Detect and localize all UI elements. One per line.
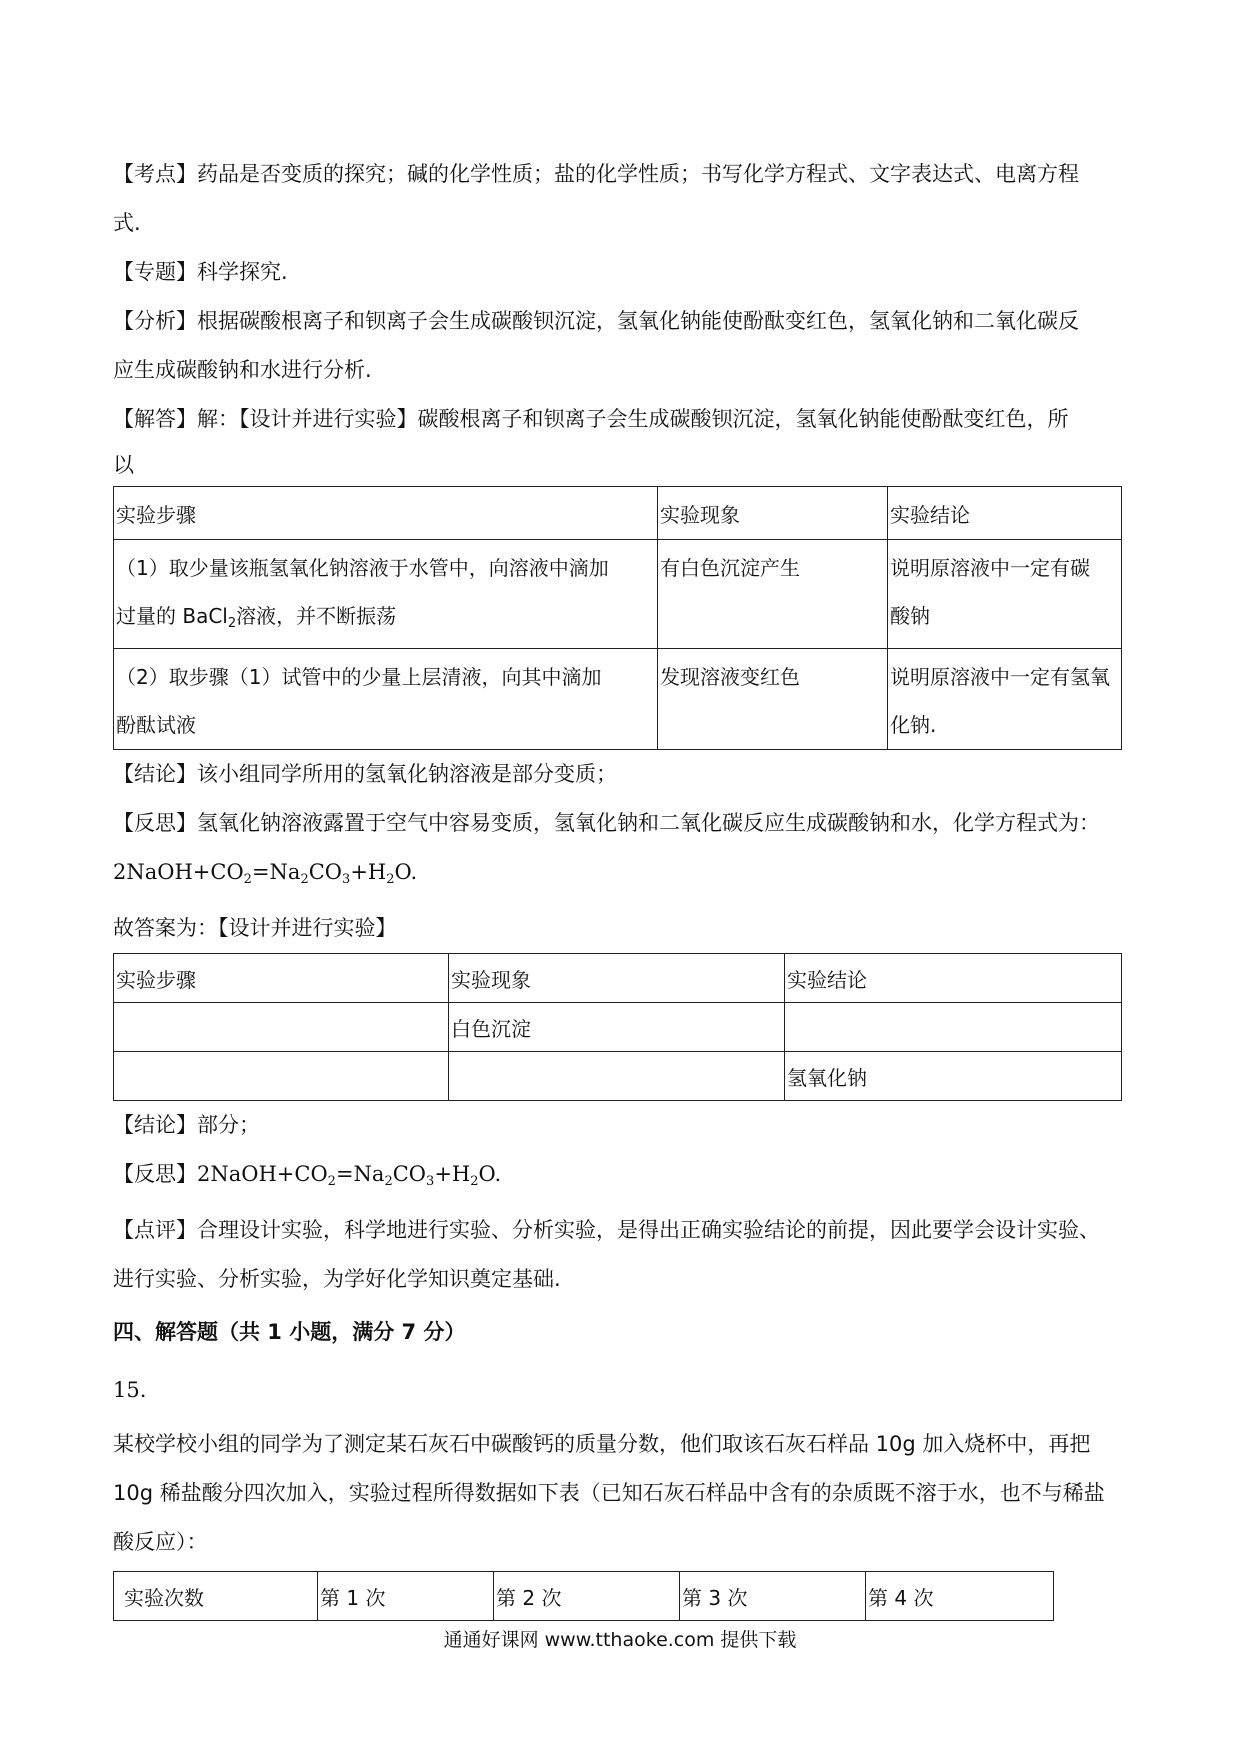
document-body [113,150,1133,1621]
table-cell [449,1052,785,1101]
table-row [114,540,1122,649]
kaodian-line: 【考点】药品是否变质的探究；碱的化学性质；盐的化学性质；书写化学方程式、文字表达式、电离方程 [113,162,1079,186]
section-heading: 四、解答题（共 1 小题，满分 7 分） [113,1320,466,1344]
table-header: 实验步骤 [114,487,658,540]
equation-line: $2NaOH+CO_2=Na_2CO_3+H_2O$. [113,860,418,887]
cell-text: 化钠. [890,713,937,737]
cell-text: 酸钠 [890,604,930,628]
table-header: 实验次数 [114,1572,318,1621]
table-row [114,487,1122,540]
fenxi-cont: 应生成碳酸钠和水进行分析. [113,358,372,382]
cell-text: （2）取步骤（1）试管中的少量上层清液，向其中滴加 [116,665,602,689]
table-header: 第 3 次 [680,1572,866,1621]
table-cell [888,540,1122,649]
experiment-table [113,486,1122,750]
question-text: 酸反应）： [113,1530,208,1554]
kaodian-cont: 式. [113,211,141,235]
question-text: 某校学校小组的同学为了测定某石灰石中碳酸钙的质量分数，他们取该石灰石样品 10g 加入烧杯中，再把 [113,1432,1091,1456]
table-cell [888,649,1122,750]
table-row [114,1003,1122,1052]
table-cell [785,1003,1122,1052]
cell-text: 酚酞试液 [116,713,196,737]
cell-text: （1）取少量该瓶氢氧化钠溶液于水管中，向溶液中滴加 [116,556,609,580]
fenxi-line: 【分析】根据碳酸根离子和钡离子会生成碳酸钡沉淀，氢氧化钠能使酚酞变红色，氢氧化钠和二氧化碳反 [113,309,1079,333]
table-header: 第 4 次 [866,1572,1054,1621]
jieda-line: 【解答】解：【设计并进行实验】碳酸根离子和钡离子会生成碳酸钡沉淀，氢氧化钠能使酚酞变红色，所 [113,407,1069,431]
table-header: 第 2 次 [494,1572,680,1621]
answer-table [113,953,1122,1101]
table-cell [114,540,658,649]
table-cell [114,1003,449,1052]
table-header: 实验现象 [658,487,888,540]
jielun-line: 【结论】该小组同学所用的氢氧化钠溶液是部分变质； [113,762,617,786]
cell-text: 说明原溶液中一定有氢氧 [890,665,1110,689]
dianping-line: 【点评】合理设计实验，科学地进行实验、分析实验，是得出正确实验结论的前提，因此要学会设计实验、 [113,1218,1100,1242]
answer-intro: 故答案为：【设计并进行实验】 [113,916,397,940]
table-cell: 氢氧化钠 [785,1052,1122,1101]
table-cell [114,1052,449,1101]
table-header: 实验步骤 [114,954,449,1003]
table-cell: 白色沉淀 [449,1003,785,1052]
data-table [113,1571,1054,1621]
table-row [114,1052,1122,1101]
table-row [114,649,1122,750]
question-text: 10g 稀盐酸分四次加入，实验过程所得数据如下表（已知石灰石样品中含有的杂质既不溶于水，也不与稀盐 [113,1481,1105,1505]
table-cell [114,649,658,750]
jielun2-line: 【结论】部分； [113,1113,260,1137]
cell-text: 过量的 BaCl$_2$溶液，并不断振荡 [116,604,397,631]
table-row [114,1572,1054,1621]
table-row [114,954,1122,1003]
jieda-cont: 以 [113,453,134,477]
zhuanti-line: 【专题】科学探究. [113,260,288,284]
page-footer: 通通好课网 www.tthaoke.com 提供下载 [443,1629,797,1651]
table-header: 第 1 次 [318,1572,494,1621]
question-number: 15. [113,1378,147,1402]
dianping-cont: 进行实验、分析实验，为学好化学知识奠定基础. [113,1267,561,1291]
fansi-line: 【反思】氢氧化钠溶液露置于空气中容易变质，氢氧化钠和二氧化碳反应生成碳酸钠和水，化学方程式为： [113,811,1100,835]
fansi2-line: 【反思】$2NaOH+CO_2=Na_2CO_3+H_2O$. [113,1162,502,1189]
table-cell: 发现溶液变红色 [658,649,888,750]
cell-text: 说明原溶液中一定有碳 [890,556,1090,580]
table-header: 实验结论 [888,487,1122,540]
table-header: 实验现象 [449,954,785,1003]
table-header: 实验结论 [785,954,1122,1003]
table-cell: 有白色沉淀产生 [658,540,888,649]
